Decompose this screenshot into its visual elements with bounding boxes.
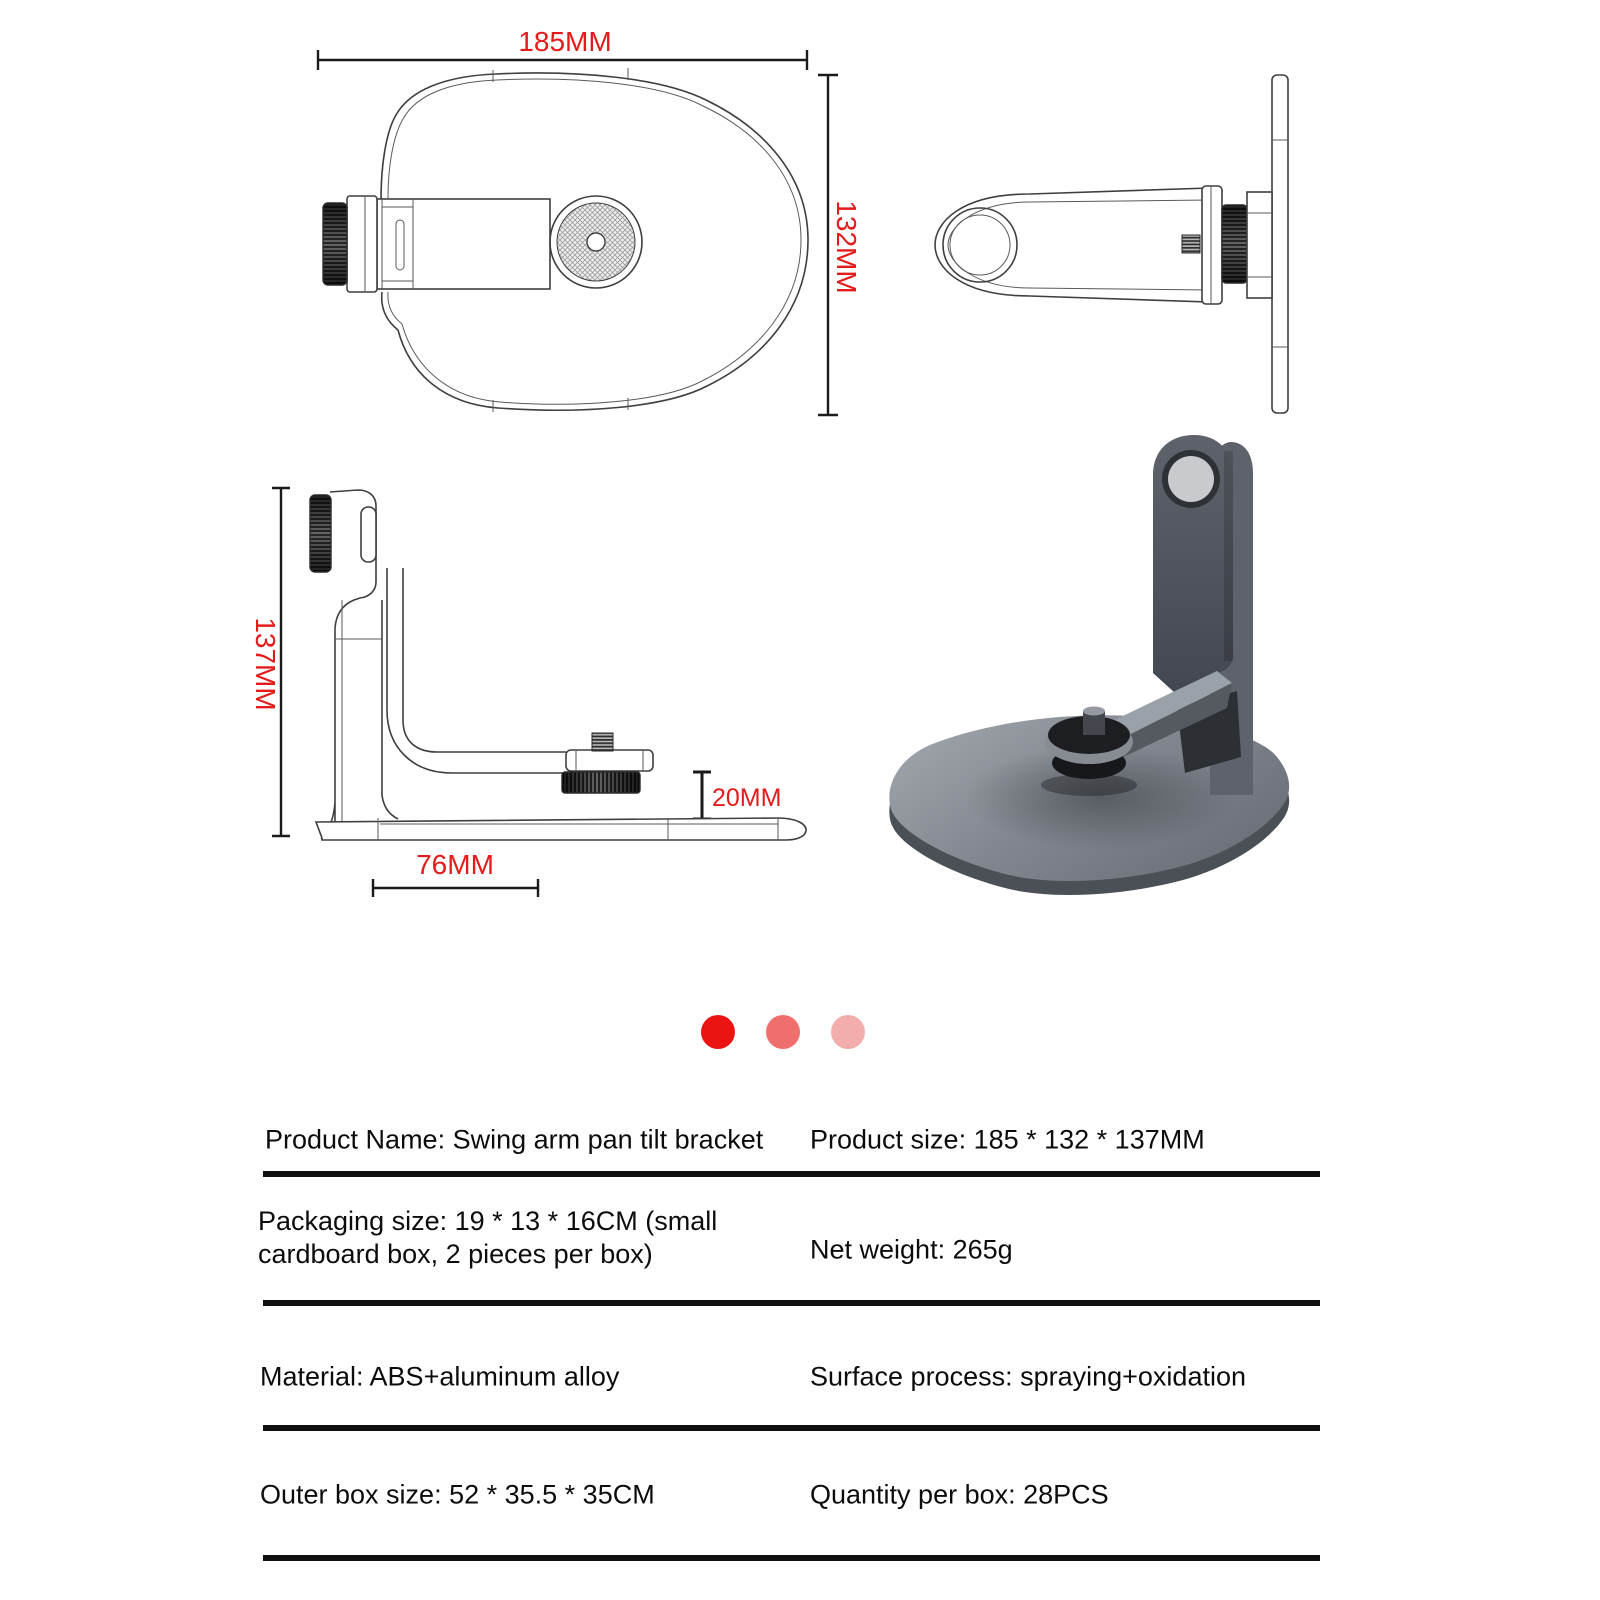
dimension-label-mount-height: 20MM: [712, 784, 782, 812]
spec-outer-box-size: Outer box size: 52 * 35.5 * 35CM: [260, 1479, 655, 1510]
arm-edge-shade: [1224, 451, 1233, 661]
dimension-label-depth: 76MM: [416, 849, 494, 880]
screw-icon: [1182, 235, 1200, 253]
dimension-label-side-height: 137MM: [250, 617, 281, 711]
spec-net-weight: Net weight: 265g: [810, 1234, 1013, 1265]
spec-product-name: Product Name: Swing arm pan tilt bracket: [265, 1124, 764, 1155]
spec-product-size: Product size: 185 * 132 * 137MM: [810, 1124, 1205, 1155]
pagination-dot-1: [701, 1015, 735, 1049]
hinge-yoke: [1247, 192, 1272, 298]
depth-dimension-line: [373, 879, 538, 897]
rear-view-drawing: [880, 60, 1320, 430]
mount-height-dimension-line: [693, 772, 711, 819]
spec-packaging-size-line1: Packaging size: 19 * 13 * 16CM (small: [258, 1206, 718, 1236]
clamp-cap: [1202, 186, 1222, 304]
side-view-drawing: [230, 450, 850, 910]
arm-outline: [935, 188, 1210, 302]
knurled-knob-icon: [323, 203, 347, 285]
pagination-dot-2: [766, 1015, 800, 1049]
spec-quantity-per-box: Quantity per box: 28PCS: [810, 1479, 1109, 1510]
spec-packaging-size: [258, 1205, 717, 1271]
dimension-label-height: 132MM: [831, 200, 862, 294]
flat-plate: [1272, 75, 1288, 413]
spec-material: Material: ABS+aluminum alloy: [260, 1361, 620, 1392]
screw-icon: [592, 733, 613, 751]
pagination-dot-3: [831, 1015, 865, 1049]
spec-packaging-size-line2: cardboard box, 2 pieces per box): [258, 1239, 653, 1269]
mount-stud-top: [1083, 707, 1105, 716]
table-divider-4: [263, 1555, 1320, 1561]
arm-body: [377, 199, 550, 289]
top-view-drawing: [240, 10, 860, 450]
spec-surface-process: Surface process: spraying+oxidation: [810, 1361, 1246, 1392]
mount-plate: [566, 750, 653, 771]
table-divider-2: [263, 1300, 1320, 1306]
knurled-knob-icon: [310, 495, 331, 572]
mount-pad-hole: [587, 233, 605, 251]
knurled-knob-icon: [1222, 205, 1247, 283]
l-arm-inner: [403, 568, 566, 752]
table-divider-1: [263, 1171, 1320, 1177]
table-divider-3: [263, 1425, 1320, 1431]
hole-disc: [1168, 456, 1214, 502]
hinge-pin: [361, 507, 376, 562]
l-arm-outer: [387, 568, 575, 773]
product-render: [855, 405, 1345, 905]
dimension-label-width: 185MM: [518, 26, 612, 57]
clamp-collar: [347, 196, 377, 292]
plate-base-fillet: [382, 795, 398, 819]
knurled-wheel-icon: [562, 772, 640, 793]
base-plate: [316, 818, 806, 840]
